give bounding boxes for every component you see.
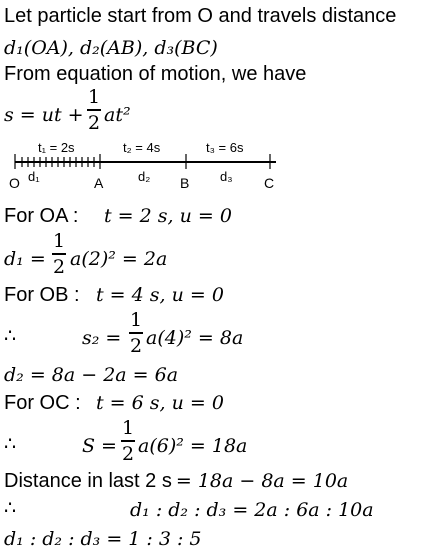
d1-fraction: 1 2 <box>52 230 66 278</box>
t3-label: t₃ = 6s <box>206 140 244 155</box>
d1-rhs: a(2)² = 2a <box>70 248 168 270</box>
ob-condition: t = 4 s, u = 0 <box>96 284 224 306</box>
s-fraction: 1 2 <box>121 417 135 465</box>
last2-math: = 18a − 8a = 10a <box>175 470 349 492</box>
t1-label: t₁ = 2s <box>38 140 75 155</box>
therefore-symbol-3: ∴ <box>4 497 17 519</box>
last-two-seconds-line <box>4 470 348 493</box>
intro-line-3: From equation of motion, we have <box>4 63 307 85</box>
s-lhs: S = <box>82 435 117 457</box>
t2-label: t₂ = 4s <box>123 140 161 155</box>
d1-lhs: d₁ = <box>4 248 46 270</box>
therefore-symbol-2: ∴ <box>4 433 17 455</box>
d2-line: d₂ = 8a − 2a = 6a <box>4 364 179 386</box>
ratio-line: d₁ : d₂ : d₃ = 2a : 6a : 10a <box>130 499 374 521</box>
final-ratio-line: d₁ : d₂ : d₃ = 1 : 3 : 5 <box>4 528 202 550</box>
ob-heading: For OB : <box>4 284 80 306</box>
d1-label: d₁ <box>28 169 40 184</box>
last2-text: Distance in last 2 s <box>4 470 172 492</box>
oc-condition: t = 6 s, u = 0 <box>96 392 224 414</box>
eom-fraction-den: 2 <box>87 111 101 134</box>
intro-line-2: d₁(OA), d₂(AB), d₃(BC) <box>4 37 218 59</box>
s2-rhs: a(4)² = 8a <box>146 327 244 349</box>
point-o: O <box>9 175 20 191</box>
eom-lhs: s = ut + <box>4 104 84 126</box>
point-a: A <box>94 175 104 191</box>
therefore-symbol-1: ∴ <box>4 325 17 347</box>
point-c: C <box>264 175 275 191</box>
intro-line-1: Let particle start from O and travels distance <box>4 5 397 27</box>
d2-label: d₂ <box>138 169 151 184</box>
oc-heading: For OC : <box>4 392 81 414</box>
eom-rhs: at² <box>104 104 131 126</box>
d3-label: d₃ <box>220 169 233 184</box>
s2-lhs: s₂ = <box>82 327 122 349</box>
fraction-bar <box>87 109 101 111</box>
s-rhs: a(6)² = 18a <box>138 435 248 457</box>
eom-fraction-num: 1 <box>87 86 101 108</box>
motion-diagram <box>8 138 288 196</box>
s2-fraction: 1 2 <box>129 309 143 357</box>
oa-heading: For OA : <box>4 205 79 227</box>
point-b: B <box>180 175 190 191</box>
eom-fraction <box>87 86 101 134</box>
oa-condition: t = 2 s, u = 0 <box>104 205 232 227</box>
